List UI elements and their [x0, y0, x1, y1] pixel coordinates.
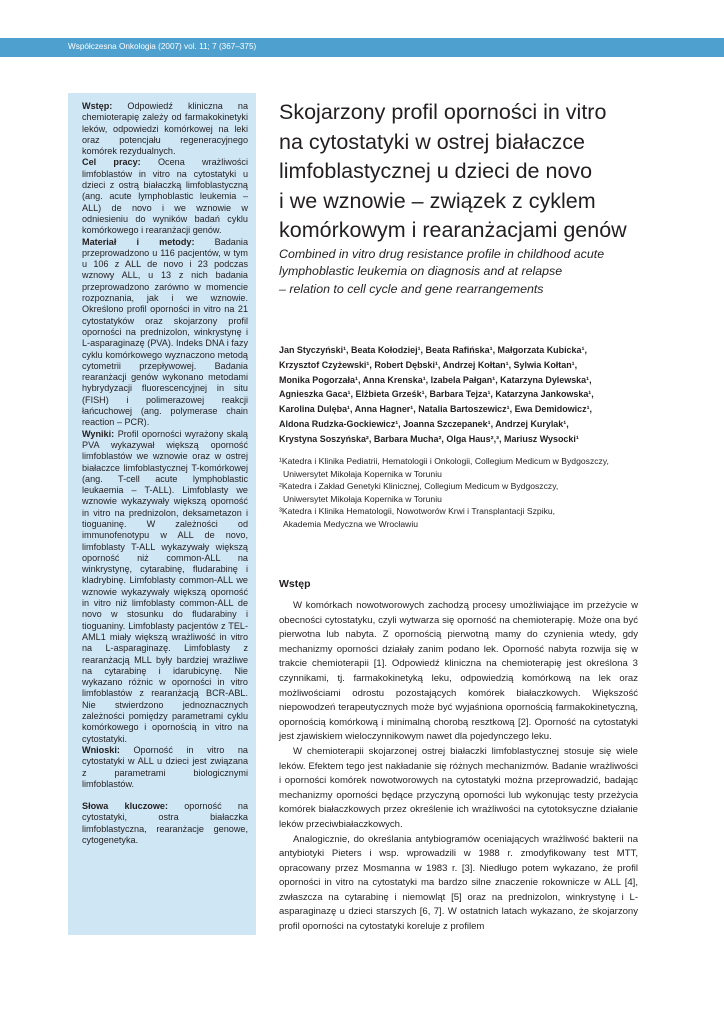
affiliation-line: Akademia Medyczna we Wrocławiu — [283, 518, 419, 529]
abstract-label: Wstęp: — [82, 101, 113, 111]
intro-body — [279, 599, 638, 935]
abstract-text: oporność na cytostatyki, ostra białaczka limfoblastyczna, rearanżacje genowe, cytogenetyka. — [82, 801, 248, 845]
abstract-metody — [82, 237, 248, 429]
abstract-text: Oporność in vitro na cytostatyki w ALL u dzieci jest związana z parametrami biologicznymi limfoblastów. — [82, 744, 248, 789]
author-line: Agnieszka Gaca¹, Elżbieta Grześk¹, Barbara Tejza¹, Katarzyna Jankowska¹, — [279, 389, 594, 400]
abstract-label: Słowa kluczowe: — [82, 801, 168, 812]
intro-paragraph: W chemioterapii skojarzonej ostrej białaczki limfoblastycznej stosuje się wiele leków. Efektem tego jest nakładanie się różnych mechanizmów. Badanie wrażliwości i oporności komórek nowotworowych na cytostatyki można przeprowadzić, badając mechanizmy oporności będące przyczyną oporności lub wykonując testy przeżycia komórek białaczkowych przez określenie ich wrażliwości na cytotoksyczne działanie leków przeciwbiałaczkowych. — [279, 745, 638, 830]
abstract-wstep — [82, 101, 248, 157]
abstract-keywords — [82, 801, 248, 846]
abstract-wnioski — [82, 745, 248, 790]
abstract-text: Profil oporności wyrażony skalą PVA wykazywał większą oporność limfoblastów we wznowie oraz w ostrej białaczce limfoblastycznej T-komórkowej (ang. T-cell acute lymphoblastic leukaemia – T-ALL). Limfoblasty we wznowie wykazywały większą oporność in vitro na prednizolon, deksametazon i tioguaninę. W zależności od immunofenotypu w ALL de novo, limfoblasty T-ALL wykazywały większą oporność niż common-ALL na winkrystynę, cytarabinę, fludarabinę i kladrybinę. Limfoblasty common-ALL we wznowie wykazywały większą oporność in vitro niż limfoblasty common-ALL de novo w stosunku do fludarabiny i tioguaniny. Limfoblasty pacjentów z TEL-AML1 miały większą wrażliwość in vitro na L-asparaginazę. Limfoblasty z rearanżacją MLL były bardziej wrażliwe na cytarabinę i idarubicynę. Nie wykazano różnic w oporności in vitro limfoblastów z rearanżacją BCR-ABL. Nie stwierdzono jednoznacznych zależności pomiędzy parametrami cyklu komórkowego i opornością in vitro na cytostatyki. — [82, 428, 248, 744]
intro-paragraph: Analogicznie, do określania antybiogramów oceniających wrażliwość bakterii na antybiotyki Pieters i wsp. wprowadzili w 1988 r. zmodyfikowany test MTT, opracowany przez Mosmanna w 1983 r. [3]. Niedługo potem wykazano, że profil oporności in vitro na cytostatyki ma bardzo silne znaczenie rokownicze w ALL [4], zwłaszcza na cytarabinę i niemowląt [5] oraz na prednizolon, winkrystynę i L-asparaginazę u dzieci starszych [6, 7]. W ostatnich latach wykazano, że skojarzony profil oporności na cytostatyki koreluje z profilem — [279, 833, 638, 933]
abstract-cel — [82, 157, 248, 236]
abstract-text: Ocena wrażliwości limfoblastów in vitro na cytostatyki u dzieci z ostrą białaczką limfoblastyczną (ang. acute lymphoblastic leukemia – ALL) de novo i we wznowie w odniesieniu do wyników badań cyklu komórkowego i rearanżacji genów. — [82, 157, 248, 236]
title-line: limfoblastycznej u dzieci de novo — [279, 159, 593, 183]
abstract-text: Badania przeprowadzono u 116 pacjentów, w tym u 106 z ALL de novo i 23 podczas wznowy ALL, u 13 z nich badania przeprowadzono zarówno w momencie rozpoznania, jak i we wznowie. Określono profil oporności in vitro na 21 cytostatyków oraz skojarzony profil oporności na prednizolon, winkrystynę i L-asparaginazę (PVA). Indeks DNA i fazy cyklu komórkowego wyznaczono metodą cytometrii przepływowej. Badania rearanżacji genów wykonano metodami hybrydyzacji fluorescencyjnej in situ (FISH) i polimerazowej reakcji łańcuchowej (ang. polymerase chain reaction – PCR). — [82, 236, 248, 428]
affiliation-line: ²Katedra i Zakład Genetyki Klinicznej, Collegium Medicum w Bydgoszczy, — [279, 481, 559, 492]
title-line: Skojarzony profil oporności in vitro — [279, 100, 607, 124]
affiliation-line: ³Katedra i Klinika Hematologii, Nowotworów Krwi i Transplantacji Szpiku, — [279, 506, 556, 517]
abstract-text: Odpowiedź kliniczna na chemioterapię zależy od farmakokinetyki leków, odpowiedzi komórkowej na leki oraz potencjału regeneracyjnego komórek rezydualnych. — [82, 101, 249, 157]
affiliation-line: ¹Katedra i Klinika Pediatrii, Hematologii i Onkologii, Collegium Medicum w Bydgoszczy, — [279, 456, 609, 466]
abstract-wyniki — [82, 429, 248, 745]
affiliation-line: Uniwersytet Mikołaja Kopernika w Toruniu — [283, 468, 442, 479]
abstract-label: Cel pracy: — [82, 157, 141, 168]
subtitle-line: – relation to cell cycle and gene rearrangements — [279, 281, 544, 296]
intro-paragraph: W komórkach nowotworowych zachodzą procesy umożliwiające im przeżycie w obecności cytostatyku, czyli wytwarza się oporność na chemioterapię. Może ona być pierwotna lub nabyta. Z opornością pierwotną mamy do czynienia wtedy, gdy mechanizmy oporności działały zanim podano lek. Oporność nabyta rozwija się w trakcie chemioterapii [1]. Odpowiedź kliniczna na chemioterapię jest określona 3 czynnikami, tj. farmakokinetyką leku, odpowiedzią komórkową na lek oraz możliwościami odrostu pozostających komórek białaczkowych. Większość niepowodzeń terapeutycznych może być wyjaśniona opornością farmakokinetyczną, opornością komórkową i minimalną chorobą resztkową [2]. Oporność na cytostatyki jest zjawiskiem wieloczynnikowym nawet dla pojedynczego leku. — [279, 600, 638, 743]
title-line: komórkowym i rearanżacjami genów — [279, 218, 627, 242]
author-line: Krzysztof Czyżewski¹, Robert Dębski¹, Andrzej Kołtan¹, Sylwia Kołtan¹, — [279, 359, 578, 370]
title-line: na cytostatyki w ostrej białaczce — [279, 129, 585, 154]
author-line: Jan Styczyński¹, Beata Kołodziej¹, Beata Rafińska¹, Małgorzata Kubicka¹, — [279, 345, 587, 355]
abstract-box — [68, 93, 256, 935]
abstract-label: Materiał i metody: — [82, 236, 195, 247]
subtitle-line: lymphoblastic leukemia on diagnosis and at relapse — [279, 264, 563, 279]
subtitle-line: Combined in vitro drug resistance profile in childhood acute — [279, 247, 605, 261]
affiliation-list — [279, 455, 699, 531]
title-line: i we wznowie – związek z cyklem — [279, 188, 596, 213]
abstract-label: Wnioski: — [82, 744, 120, 755]
author-list — [279, 343, 699, 447]
author-line: Krystyna Soszyńska², Barbara Mucha², Olga Haus²,³, Mariusz Wysocki¹ — [279, 433, 579, 444]
author-line: Aldona Rudzka-Gockiewicz¹, Joanna Szczepanek¹, Andrzej Kurylak¹, — [279, 418, 569, 429]
abstract-spacer — [82, 790, 248, 801]
author-line: Monika Pogorzała¹, Anna Krenska¹, Izabela Pałgan¹, Katarzyna Dylewska¹, — [279, 374, 592, 385]
abstract-label: Wyniki: — [82, 428, 115, 439]
affiliation-line: Uniwersytet Mikołaja Kopernika w Toruniu — [283, 493, 442, 504]
journal-citation: Współczesna Onkologia (2007) vol. 11; 7 (367–375) — [68, 42, 257, 51]
article-title — [279, 98, 699, 246]
article-subtitle — [279, 246, 699, 298]
section-heading-wstep: Wstęp — [279, 578, 311, 590]
author-line: Karolina Dulęba¹, Anna Hagner¹, Natalia Bartoszewicz¹, Ewa Demidowicz¹, — [279, 404, 593, 415]
